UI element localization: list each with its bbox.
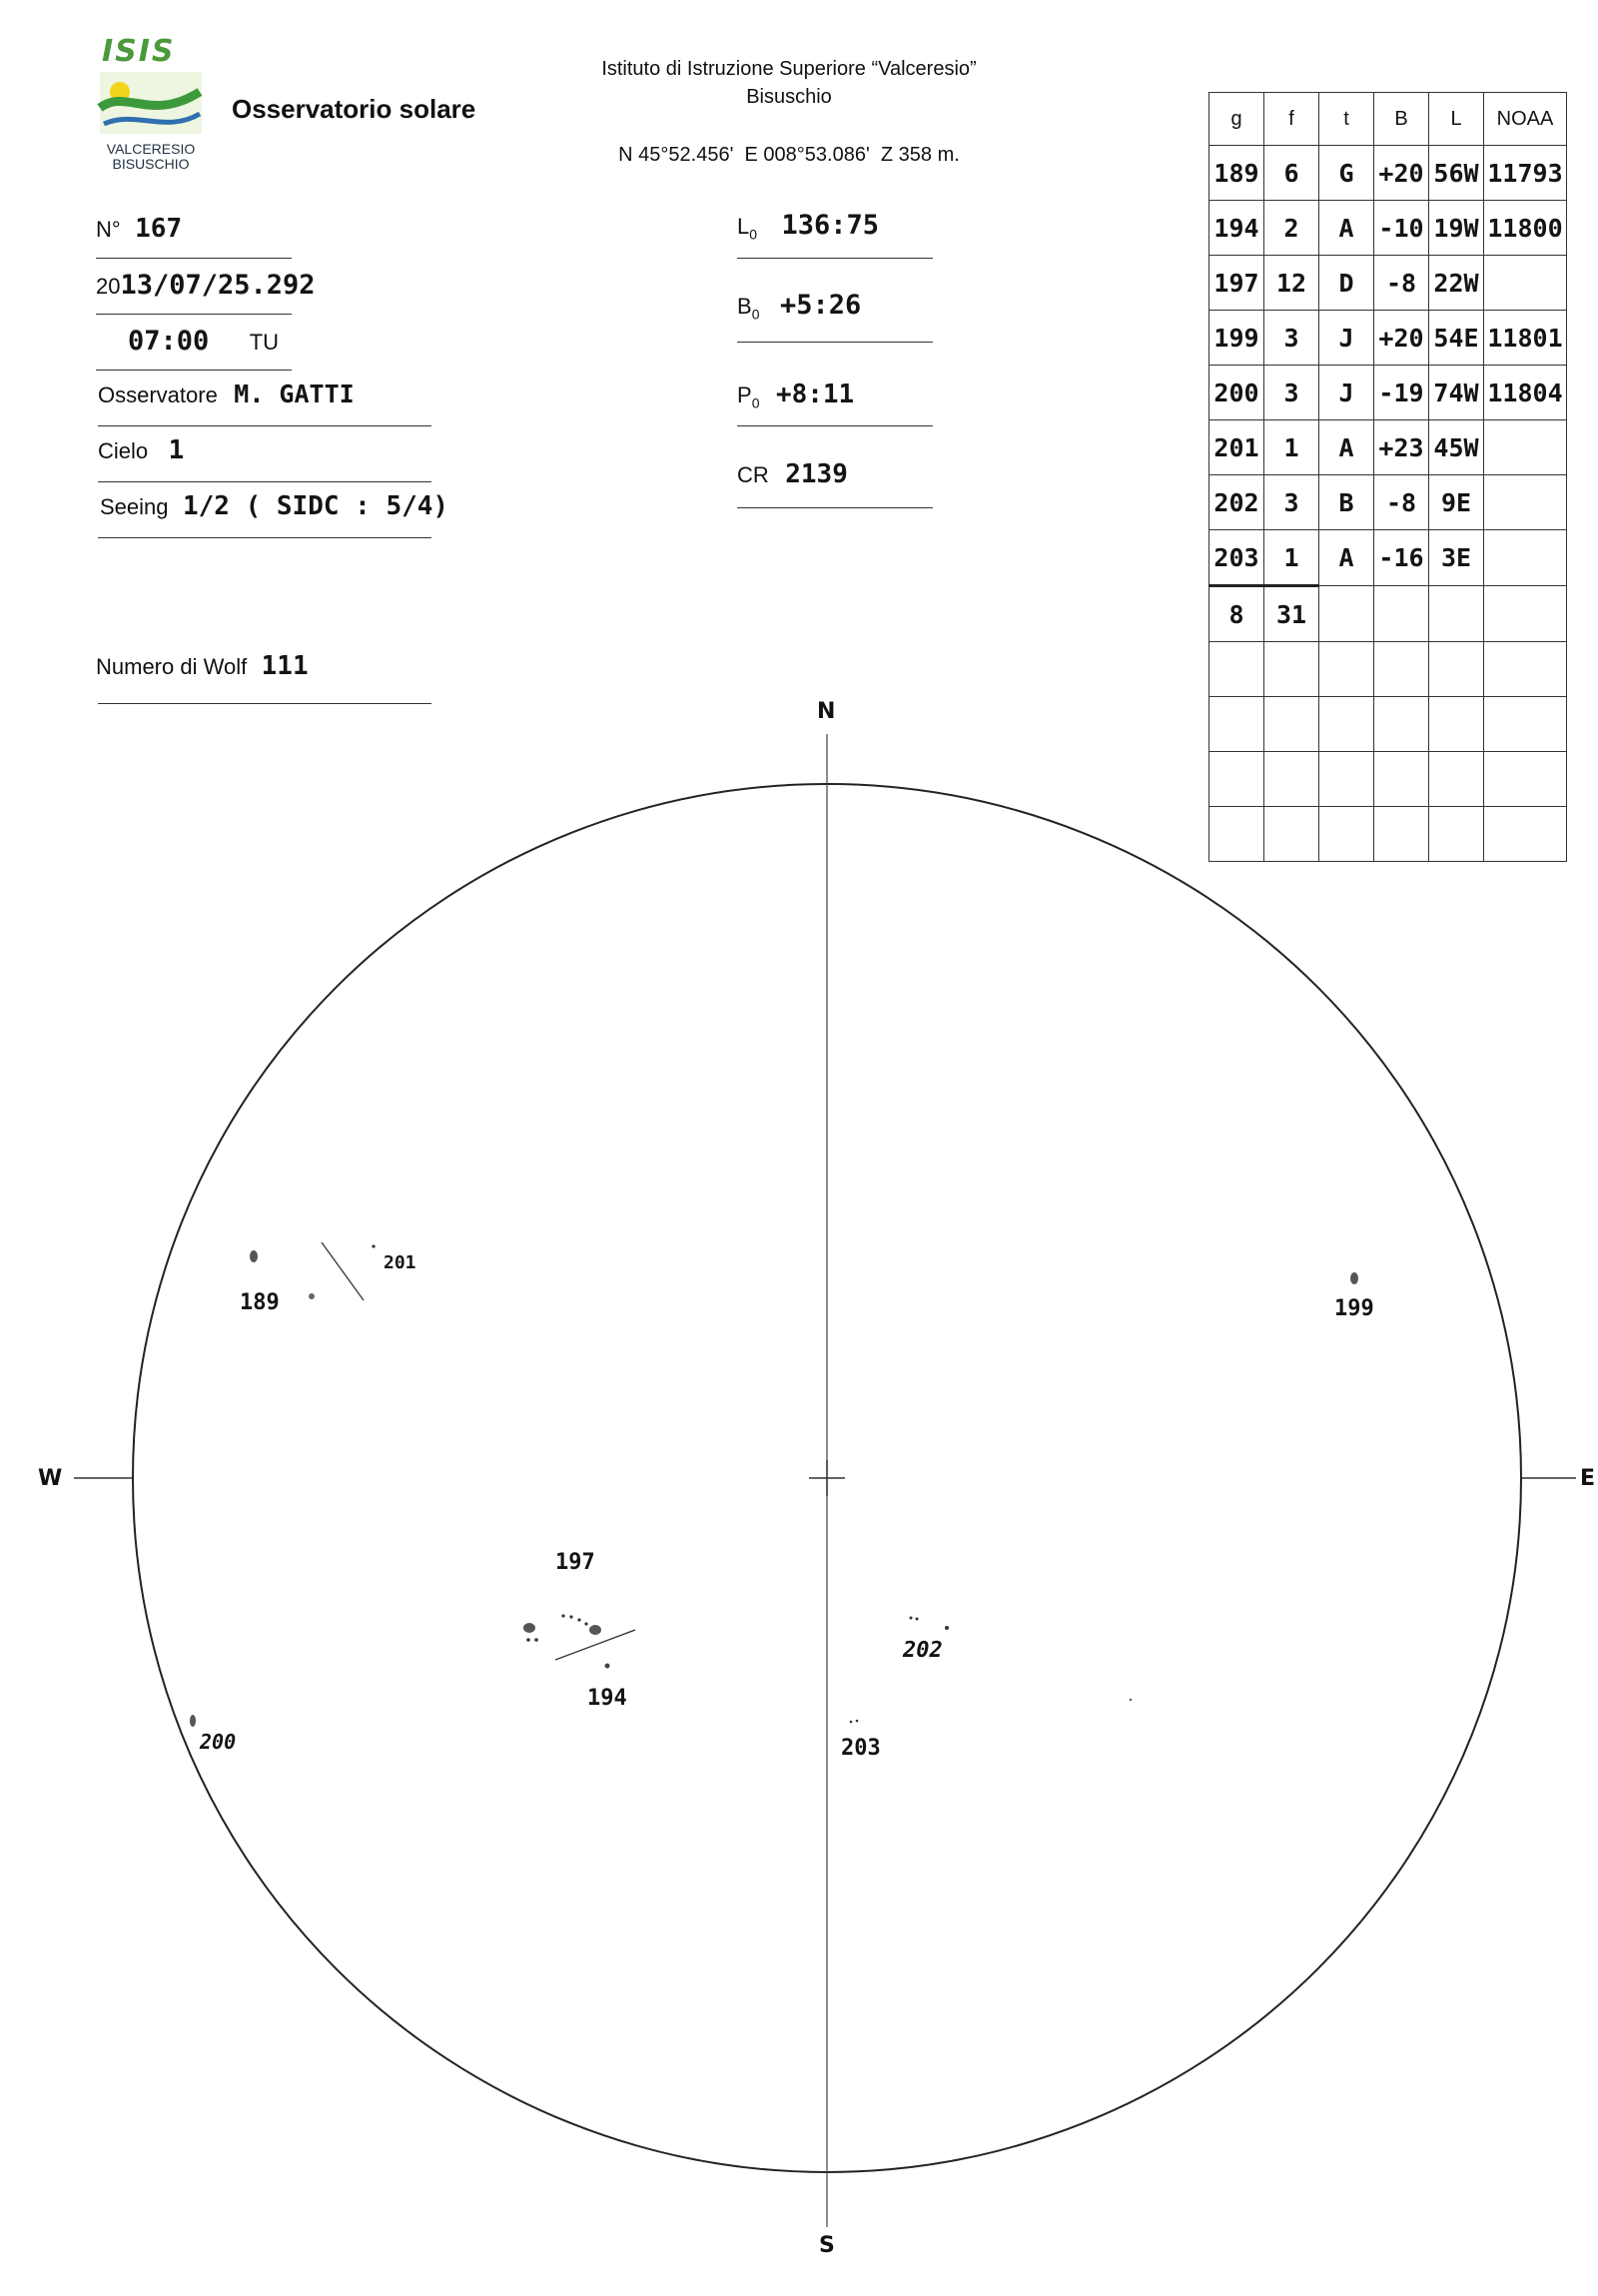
table-header-row: [1209, 93, 1567, 146]
cell-f: 2: [1264, 201, 1319, 256]
observer-value: M. GATTI: [234, 380, 355, 408]
institute-city: Bisuschio: [746, 86, 832, 108]
disk-label-199: 199: [1334, 1296, 1374, 1321]
number-value: 167: [135, 214, 183, 244]
field-sky: [98, 435, 184, 465]
B0-label: $B_0$: [737, 294, 760, 323]
cell-B: -16: [1374, 530, 1429, 586]
table-empty-row: [1209, 642, 1567, 697]
disk-label-189: 189: [240, 1290, 280, 1315]
cell-L: 3E: [1429, 530, 1484, 586]
cell-t: A: [1319, 420, 1374, 475]
cell-L: 74W: [1429, 366, 1484, 420]
spot-group-200: [190, 1715, 196, 1727]
P0-value: +8:11: [775, 380, 855, 409]
cell-noaa: [1484, 256, 1567, 311]
empty-cell: [1484, 586, 1567, 642]
B0-value: +5:26: [779, 290, 862, 321]
cell-L: 54E: [1429, 311, 1484, 366]
cell-B: +20: [1374, 311, 1429, 366]
cell-noaa: 11793: [1484, 146, 1567, 201]
cell-f: 3: [1264, 475, 1319, 530]
table-empty-row: [1209, 752, 1567, 807]
L0-underline: [737, 258, 933, 259]
institute-name: Istituto di Istruzione Superiore “Valceresio”: [601, 58, 977, 80]
table-row: [1209, 201, 1567, 256]
cell-B: -8: [1374, 475, 1429, 530]
date-value: 13/07/25.292: [120, 270, 316, 301]
solar-disk-outline: [133, 784, 1521, 2172]
observer-underline: [98, 425, 431, 426]
cell-noaa: 11804: [1484, 366, 1567, 420]
field-observer: [98, 380, 355, 408]
B0-underline: [737, 342, 933, 343]
cell-B: -19: [1374, 366, 1429, 420]
logo-sub-2: BISUSCHIO: [112, 156, 190, 172]
L0-value: 136:75: [781, 210, 880, 241]
cell-B: +20: [1374, 146, 1429, 201]
field-date: [96, 270, 316, 301]
disk-label-202: 202: [903, 1638, 943, 1663]
wolf-label: Numero di Wolf: [96, 654, 248, 679]
observer-label: Osservatore: [98, 383, 218, 407]
cell-noaa: [1484, 475, 1567, 530]
table-row: [1209, 256, 1567, 311]
cell-B: +23: [1374, 420, 1429, 475]
disk-label-203: 203: [841, 1736, 881, 1761]
logo-wordmark: ISIS: [102, 34, 176, 69]
CR-underline: [737, 507, 933, 508]
sky-underline: [98, 481, 431, 482]
disk-label-201: 201: [384, 1252, 416, 1273]
L0-label: $L_0$: [737, 214, 758, 243]
cardinal-south: S: [819, 2233, 835, 2258]
field-seeing: [100, 491, 448, 521]
field-time: [128, 326, 279, 357]
spot-group-197: [523, 1614, 635, 1660]
cell-g: 199: [1209, 311, 1264, 366]
disk-label-197: 197: [555, 1550, 595, 1575]
date-underline: [96, 314, 292, 315]
header-g: g: [1209, 93, 1264, 146]
cell-L: 56W: [1429, 146, 1484, 201]
observatory-title: Osservatorio solare: [232, 94, 476, 124]
date-prefix: 20: [96, 274, 121, 299]
cell-f: 1: [1264, 420, 1319, 475]
CR-label: CR: [737, 462, 769, 487]
P0-label: $P_0$: [737, 383, 760, 411]
field-wolf: [96, 651, 309, 681]
sunspot-groups-table: [1208, 92, 1567, 862]
cell-B: -10: [1374, 201, 1429, 256]
cell-t: G: [1319, 146, 1374, 201]
spot-group-194: [605, 1664, 610, 1669]
cell-noaa: [1484, 530, 1567, 586]
table-totals-row: [1209, 586, 1567, 642]
empty-cell: [1319, 586, 1374, 642]
spot-group-199: [1350, 1272, 1358, 1284]
cardinal-east: E: [1580, 1466, 1596, 1491]
cell-L: 19W: [1429, 201, 1484, 256]
cell-B: -8: [1374, 256, 1429, 311]
cell-L: 22W: [1429, 256, 1484, 311]
cell-noaa: 11801: [1484, 311, 1567, 366]
empty-cell: [1374, 586, 1429, 642]
cell-noaa: [1484, 420, 1567, 475]
table-row: [1209, 530, 1567, 586]
cell-f: 3: [1264, 311, 1319, 366]
cardinal-west: W: [38, 1466, 63, 1491]
cell-f: 3: [1264, 366, 1319, 420]
number-label: N°: [96, 217, 121, 242]
table-row: [1209, 475, 1567, 530]
sky-value: 1: [168, 435, 185, 465]
field-P0: [737, 380, 854, 410]
cardinal-north: N: [817, 699, 836, 724]
cell-f: 12: [1264, 256, 1319, 311]
total-spots: 31: [1264, 586, 1319, 642]
table-row: [1209, 366, 1567, 420]
total-groups: 8: [1209, 586, 1264, 642]
logo: [96, 34, 208, 174]
table-row: [1209, 311, 1567, 366]
sky-label: Cielo: [98, 438, 149, 463]
table-row: [1209, 146, 1567, 201]
cell-f: 6: [1264, 146, 1319, 201]
cell-g: 203: [1209, 530, 1264, 586]
cell-g: 194: [1209, 201, 1264, 256]
wolf-value: 111: [261, 651, 309, 681]
wolf-underline: [98, 703, 431, 704]
logo-emblem-icon: [96, 68, 206, 138]
empty-cell: [1429, 586, 1484, 642]
field-L0: [737, 210, 879, 242]
field-CR: [737, 459, 848, 489]
time-value: 07:00: [128, 326, 210, 357]
seeing-underline: [98, 537, 431, 538]
cell-L: 9E: [1429, 475, 1484, 530]
table-row: [1209, 420, 1567, 475]
table-empty-row: [1209, 807, 1567, 862]
stray-mark: [1130, 1699, 1132, 1701]
number-underline: [96, 258, 292, 259]
CR-value: 2139: [785, 459, 848, 489]
header-L: L: [1429, 93, 1484, 146]
cell-t: J: [1319, 311, 1374, 366]
table-empty-row: [1209, 697, 1567, 752]
header-B: B: [1374, 93, 1429, 146]
cell-g: 201: [1209, 420, 1264, 475]
cell-t: A: [1319, 201, 1374, 256]
spot-group-202: [910, 1617, 950, 1631]
cell-noaa: 11800: [1484, 201, 1567, 256]
seeing-label: Seeing: [100, 494, 169, 519]
cell-t: B: [1319, 475, 1374, 530]
cell-L: 45W: [1429, 420, 1484, 475]
time-unit: TU: [249, 330, 280, 355]
cell-g: 202: [1209, 475, 1264, 530]
cell-g: 197: [1209, 256, 1264, 311]
time-underline: [96, 370, 292, 371]
field-number: [96, 214, 182, 244]
cell-t: D: [1319, 256, 1374, 311]
spot-group-203: [850, 1720, 859, 1724]
spot-group-201: [322, 1242, 376, 1300]
disk-label-194: 194: [587, 1686, 627, 1711]
cell-f: 1: [1264, 530, 1319, 586]
cell-g: 200: [1209, 366, 1264, 420]
observatory-coordinates: N 45°52.456' E 008°53.086' Z 358 m.: [618, 144, 960, 166]
header-t: t: [1319, 93, 1374, 146]
header-NOAA: NOAA: [1484, 93, 1567, 146]
seeing-value: 1/2 ( SIDC : 5/4): [182, 491, 449, 521]
disk-label-200: 200: [200, 1730, 237, 1754]
cell-t: A: [1319, 530, 1374, 586]
P0-underline: [737, 425, 933, 426]
header-f: f: [1264, 93, 1319, 146]
logo-sub-1: VALCERESIO: [106, 141, 196, 157]
field-B0: [737, 290, 861, 322]
cell-g: 189: [1209, 146, 1264, 201]
cell-t: J: [1319, 366, 1374, 420]
